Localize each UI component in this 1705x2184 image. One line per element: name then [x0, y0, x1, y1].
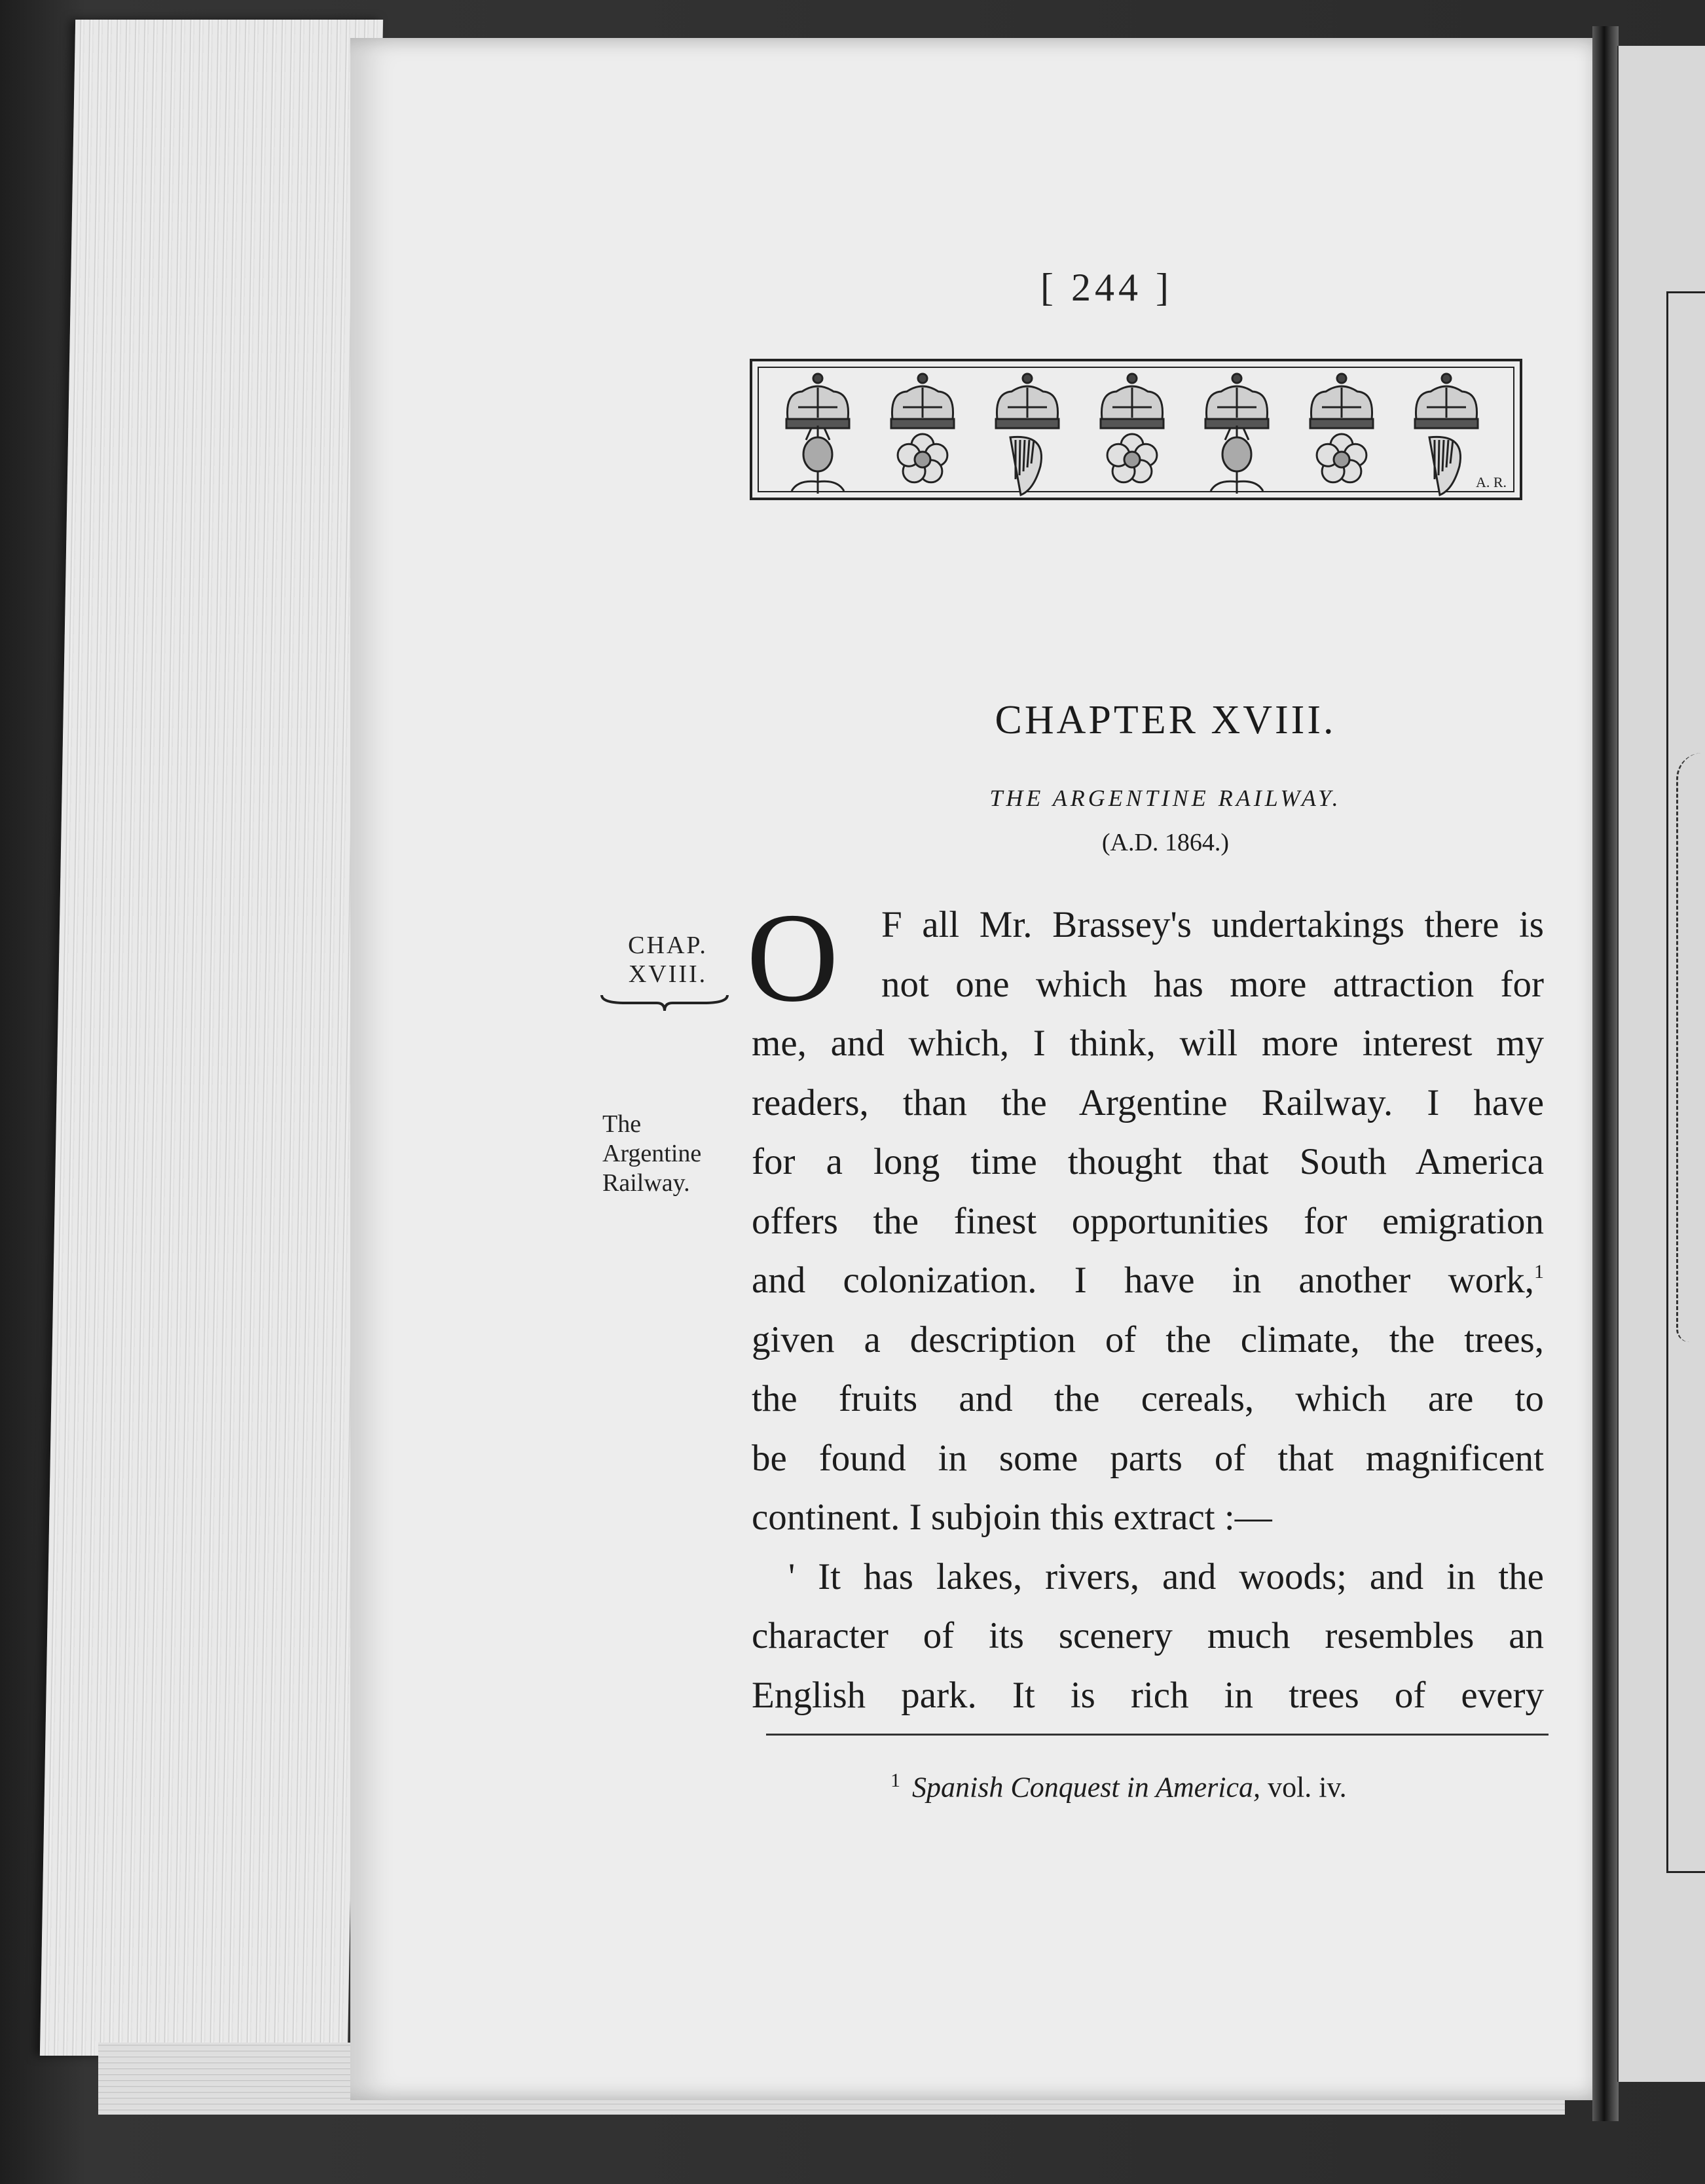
page-number: [ 244 ]: [1040, 266, 1173, 309]
margin-brace-icon: [599, 992, 730, 1012]
body-line-text: and colonization. I have in another work,: [752, 1260, 1534, 1301]
crown-rose-emblem: [891, 374, 954, 482]
body-text: [752, 896, 1544, 1725]
crown-thistle-emblem: [786, 374, 849, 494]
page-edges-left: [40, 20, 383, 2056]
quote-line: English park. It is rich in trees of every: [752, 1674, 1544, 1716]
body-line: given a description of the climate, the trees,: [752, 1319, 1544, 1360]
crown-rose-emblem: [1310, 374, 1373, 482]
footnote-mark: 1: [890, 1770, 900, 1791]
crown-thistle-emblem: [1205, 374, 1268, 494]
body-line: continent. I subjoin this extract :—: [752, 1497, 1272, 1538]
footnote-title: Spanish Conquest in America,: [912, 1771, 1261, 1804]
body-line-with-ref: [752, 1251, 1544, 1311]
drop-cap: O: [746, 887, 839, 1028]
body-line: be found in some parts of that magnificent: [752, 1437, 1544, 1479]
footnote: [890, 1770, 1545, 1804]
margin-note-line: Argentine: [602, 1140, 702, 1167]
body-line: me, and which, I think, will more interest my: [752, 1023, 1544, 1064]
body-line: readers, than the Argentine Railway. I have: [752, 1082, 1544, 1123]
book-gutter: [1592, 26, 1619, 2121]
chapter-ornament-band: [750, 359, 1522, 500]
body-line: F all Mr. Brassey's undertakings there is: [881, 904, 1544, 945]
margin-note-line: Railway.: [602, 1169, 690, 1197]
margin-chap-line: CHAP.: [628, 932, 708, 959]
facing-map-line: [1676, 753, 1705, 1342]
footnote-rule: [766, 1734, 1549, 1736]
body-line: for a long time thought that South America: [752, 1141, 1544, 1182]
footnote-rest: vol. iv.: [1260, 1771, 1347, 1804]
margin-chap-number: XVIII.: [628, 960, 708, 988]
footnote-reference: 1: [1534, 1261, 1544, 1283]
chapter-date: (A.D. 1864.): [1101, 829, 1230, 856]
body-line: offers the finest opportunities for emigration: [752, 1200, 1544, 1242]
crown-harp-emblem: [1415, 374, 1478, 495]
margin-note-line: The: [602, 1110, 642, 1138]
body-line: the fruits and the cereals, which are to: [752, 1378, 1544, 1419]
margin-note: [602, 1110, 727, 1198]
quote-line: character of its scenery much resembles an: [752, 1615, 1544, 1656]
ornament-monogram: A. R.: [1475, 474, 1507, 490]
chapter-subtitle: THE ARGENTINE RAILWAY.: [989, 785, 1342, 811]
margin-chapter-label: [589, 931, 746, 989]
chapter-title: CHAPTER XVIII.: [995, 698, 1336, 742]
quote-line: ' It has lakes, rivers, and woods; and in the: [788, 1556, 1544, 1597]
body-line: not one which has more attraction for: [881, 963, 1544, 1005]
ornament-emblems: [752, 361, 1525, 503]
crown-harp-emblem: [996, 374, 1059, 495]
crown-rose-emblem: [1101, 374, 1164, 482]
